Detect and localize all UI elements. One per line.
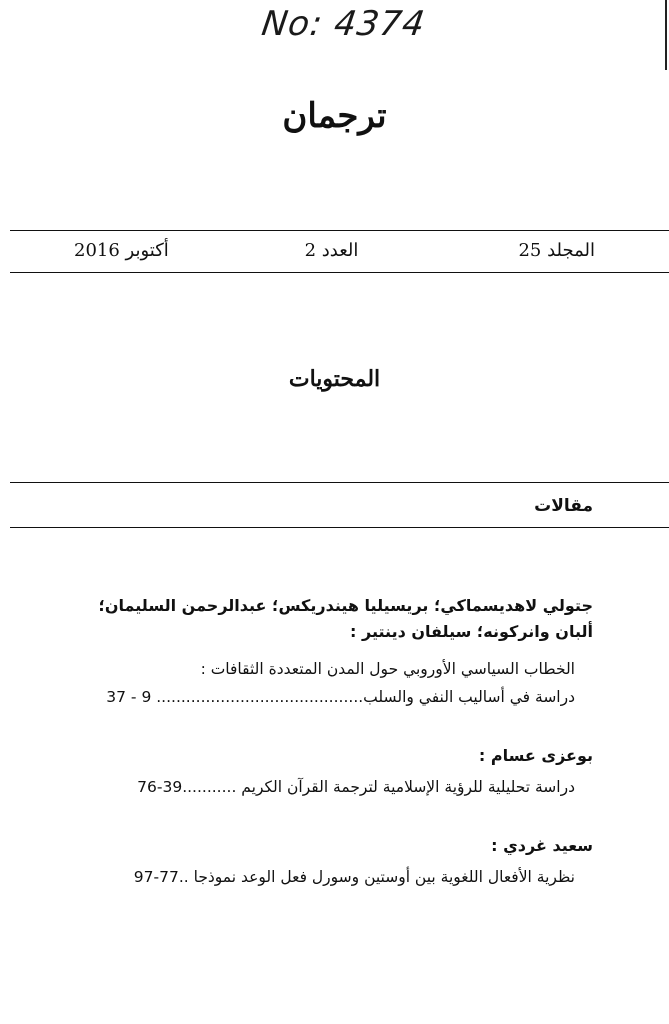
divider-top [10, 230, 669, 231]
issue-label: العدد 2 [304, 240, 359, 261]
entry-2-title: دراسة تحليلية للرؤية الإسلامية لترجمة القرآن الكريم ...........39-76 [137, 778, 575, 796]
section-heading-articles: مقالات [534, 496, 593, 516]
divider-above-section [10, 482, 669, 483]
date-label: أكتوبر 2016 [74, 240, 169, 261]
journal-title: ترجمان [282, 96, 387, 136]
scan-edge-mark [665, 0, 667, 70]
entry-3-authors: سعيد غردي : [491, 836, 593, 855]
entry-1-title-line-2: دراسة في أساليب النفي والسلب.......................................... 9 - 37 [106, 688, 575, 706]
handwritten-accession-number: No: 4374 [259, 4, 428, 44]
entry-3-title: نظرية الأفعال اللغوية بين أوستين وسورل فعل الوعد نموذجا ..77-97 [133, 868, 575, 886]
entry-2-authors: بوعزى عسام : [478, 746, 593, 765]
contents-heading: المحتويات [288, 366, 381, 392]
entry-1-title-line-1: الخطاب السياسي الأوروبي حول المدن المتعددة الثقافات : [200, 660, 575, 678]
entry-1-authors-line-1: جتولي لاهديسماكي؛ بريسيليا هيندريكس؛ عبدالرحمن السليمان؛ [98, 596, 593, 615]
divider-below-issue-info [10, 272, 669, 273]
entry-1-authors-line-2: ألبان وانركونه؛ سيلفان دينتير : [350, 622, 593, 641]
volume-label: المجلد 25 [518, 240, 595, 261]
divider-below-section [10, 527, 669, 528]
